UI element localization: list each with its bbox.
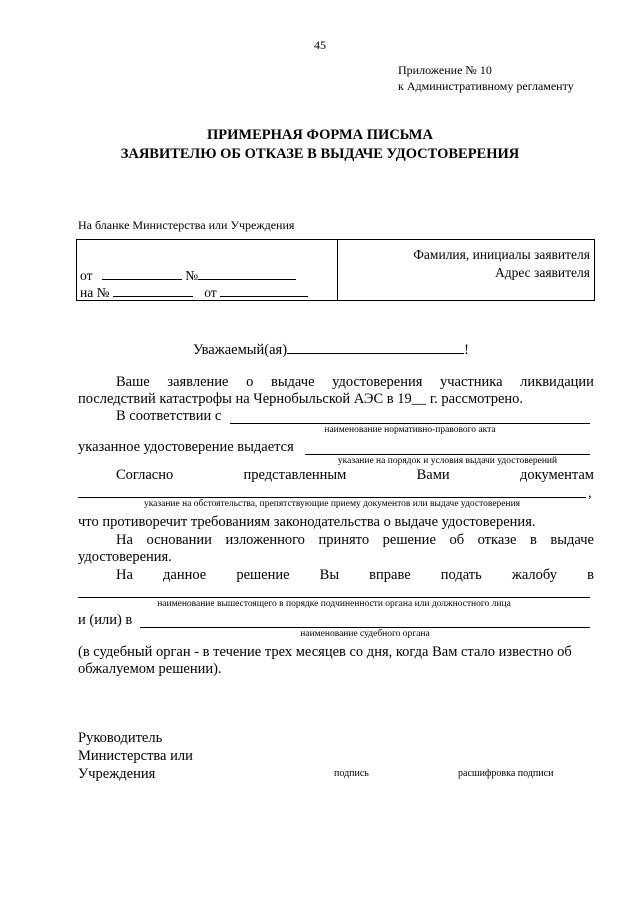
p7-word: Вы <box>319 567 340 583</box>
p6-word: выдаче <box>550 532 594 548</box>
appendix-line-1: Приложение № 10 <box>398 63 492 77</box>
appendix-note <box>398 62 574 94</box>
signature-decode-label: расшифровка подписи <box>458 768 554 779</box>
from-label: от <box>80 268 93 283</box>
on-number-label: на № <box>80 285 110 300</box>
p7-word: решение <box>236 567 290 583</box>
p4-word: Согласно <box>116 467 174 483</box>
greeting <box>193 339 469 359</box>
obstacles-comma: , <box>588 485 592 501</box>
greeting-end: ! <box>464 342 469 358</box>
title-line-2: ЗАЯВИТЕЛЮ ОБ ОТКАЗЕ В ВЫДАЧЕ УДОСТОВЕРЕНИЯ <box>120 146 520 162</box>
appendix-line-2: к Административному регламенту <box>398 79 574 93</box>
paragraph-1-line-2: последствий катастрофы на Чернобыльской АЭС в 19__ г. рассмотрено. <box>78 391 524 407</box>
obstacles-hint: указание на обстоятельства, препятствующие приему документов или выдаче удостоверения <box>143 499 521 509</box>
court-hint: наименование судебного органа <box>300 629 430 639</box>
obstacles-line <box>78 497 586 498</box>
paragraph-8-start: и (или) в <box>78 612 133 628</box>
on-number-blank <box>113 282 193 297</box>
p7-word: вправе <box>369 567 411 583</box>
p6-word: На <box>116 532 133 548</box>
p6-word: об <box>449 532 465 548</box>
from-date-blank <box>102 265 182 280</box>
p1-word: Ваше <box>116 374 150 390</box>
p1-word: выдаче <box>270 374 315 390</box>
p1-word: удостоверения <box>332 374 423 390</box>
applicant-address: Адрес заявителя <box>494 265 590 280</box>
signature-label: подпись <box>334 768 369 779</box>
p1-word: ликвидации <box>520 374 594 390</box>
p4-word: документам <box>519 467 594 483</box>
title-line-1: ПРИМЕРНАЯ ФОРМА ПИСЬМА <box>207 127 433 143</box>
paragraph-6-line-1 <box>116 531 594 549</box>
p1-word: заявление <box>167 374 229 390</box>
p6-word: отказе <box>477 532 517 548</box>
from2-blank <box>220 282 308 297</box>
document-title <box>0 126 640 164</box>
issuance-conditions-line <box>305 454 590 455</box>
greeting-text: Уважаемый(ая) <box>193 342 288 358</box>
number-blank <box>198 265 296 280</box>
legal-act-hint: наименование нормативно-правового акта <box>324 425 496 435</box>
paragraph-6-line-2: удостоверения. <box>78 549 172 565</box>
court-line <box>140 627 590 628</box>
p7-word: данное <box>163 567 207 583</box>
from2-label: от <box>204 285 217 300</box>
applicant-name: Фамилия, инициалы заявителя <box>413 247 590 262</box>
signature-line-3: Учреждения <box>78 766 156 782</box>
reference-row <box>80 282 308 301</box>
signature-line-1: Руководитель <box>78 730 163 746</box>
p6-word: основании <box>146 532 212 548</box>
paragraph-7-line-1 <box>116 566 594 584</box>
paragraph-9-line-2: обжалуемом решении). <box>78 661 222 677</box>
p4-word: Вами <box>416 467 450 483</box>
p6-word: решение <box>382 532 436 548</box>
legal-act-line <box>230 423 590 424</box>
paragraph-5: что противоречит требованиям законодательства о выдаче удостоверения. <box>78 514 536 530</box>
p6-word: принято <box>318 532 370 548</box>
greeting-blank <box>287 339 464 354</box>
p7-word: подать <box>440 567 482 583</box>
higher-authority-line <box>78 597 590 598</box>
header-divider <box>337 240 338 300</box>
p7-word: в <box>587 567 594 583</box>
p1-word: участника <box>440 374 503 390</box>
p6-word: в <box>530 532 537 548</box>
paragraph-3-start: указанное удостоверение выдается <box>78 439 294 455</box>
paragraph-2-start: В соответствии с <box>116 408 222 424</box>
letter-header-box <box>76 239 595 301</box>
paragraph-9-line-1: (в судебный орган - в течение трех месяцев со дня, когда Вам стало известно об <box>78 644 572 660</box>
blank-note: На бланке Министерства или Учреждения <box>78 218 295 232</box>
p1-word: о <box>246 374 254 390</box>
p7-word: жалобу <box>511 567 557 583</box>
p4-word: представленным <box>243 467 347 483</box>
page-number: 45 <box>314 38 326 52</box>
paragraph-1-line-1 <box>116 373 594 391</box>
paragraph-4-line-1 <box>116 466 594 484</box>
p7-word: На <box>116 567 133 583</box>
number-label: № <box>185 268 199 283</box>
higher-authority-hint: наименование вышестоящего в порядке подчиненности органа или должностного лица <box>157 599 511 609</box>
issuance-conditions-hint: указание на порядок и условия выдачи удостоверений <box>337 456 558 466</box>
signature-line-2: Министерства или <box>78 748 193 764</box>
p6-word: изложенного <box>225 532 305 548</box>
signature-block <box>78 729 193 783</box>
